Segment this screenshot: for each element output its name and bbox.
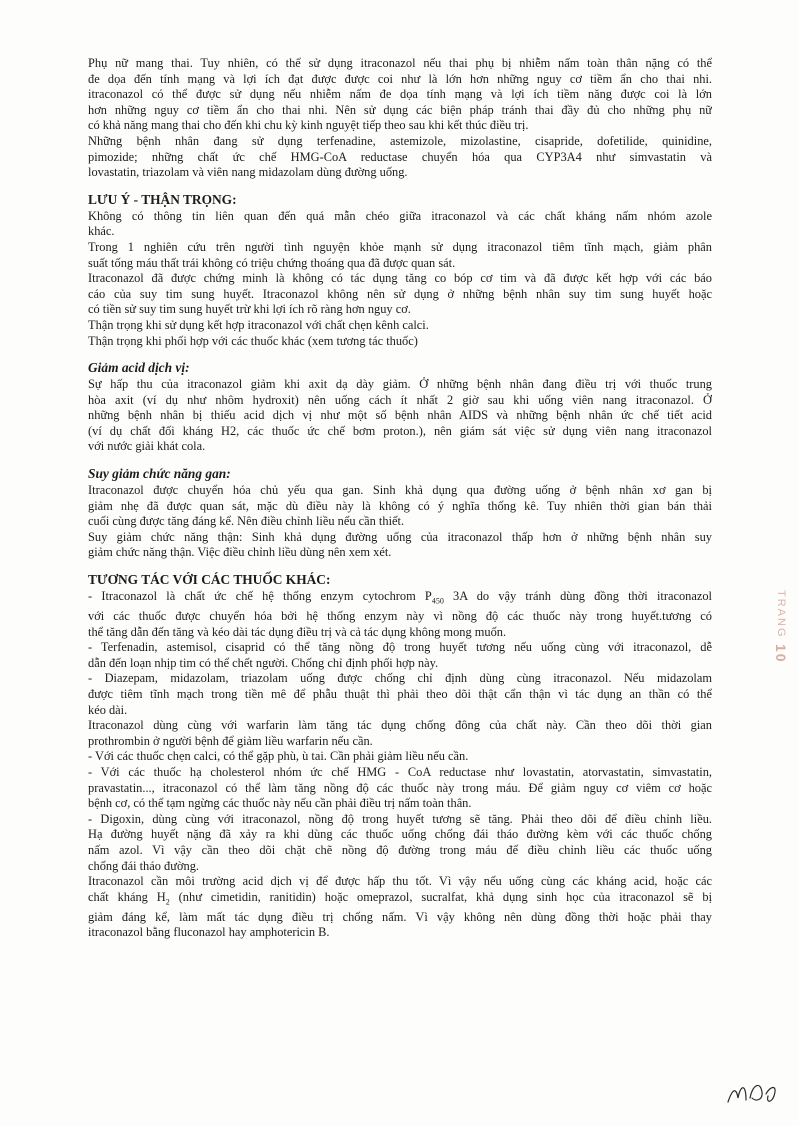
pregnancy-paragraph: [88, 56, 712, 181]
text-line: itraconazol bằng fluconazol hay amphotericin B.: [88, 925, 330, 940]
text-line: itraconazol có thể được sử dụng nếu nhiễm nấm đe dọa tính mạng và lợi ích tiềm năng được coi là lớn: [88, 87, 712, 102]
text-line: Itraconazol dùng cùng với warfarin làm tăng tác dụng chống đông của chất này. Cần theo dõi thời gian: [88, 718, 712, 733]
text-line: Itraconazol được chuyển hóa chủ yếu qua gan. Sinh khả dụng qua đường uống ở bệnh nhân xơ gan bị: [88, 483, 712, 498]
text-line: - Với các thuốc chẹn calci, có thể gặp phù, ù tai. Cần phải giảm liều nếu cần.: [88, 749, 469, 764]
side-stamp: [759, 590, 789, 730]
text-line: suất tống máu thất trái không có triệu chứng thoáng qua đã được quan sát.: [88, 255, 456, 270]
interactions-section: [88, 571, 712, 941]
text-line: Itraconazol cần môi trường acid dịch vị để được hấp thu tốt. Vì vậy nếu uống cùng các kháng acid, hoặc các: [88, 874, 712, 889]
stamp-number: 10: [773, 643, 789, 664]
stamp-text: TRANG: [775, 590, 787, 639]
text-line: [88, 589, 712, 609]
text-line: Trong 1 nghiên cứu trên người tình nguyện khỏe mạnh sử dụng itraconazol tiêm tĩnh mạch, giảm phân: [88, 239, 712, 254]
text-line: cuối cùng được tăng đáng kể. Nên điều chỉnh liều nếu cần thiết.: [88, 514, 405, 529]
text-line: Phụ nữ mang thai. Tuy nhiên, có thể sử dụng itraconazol nếu thai phụ bị nhiễm nấm toàn thân nặng có thể: [88, 56, 712, 70]
text-line: lovastatin, triazolam và viên nang midazolam dùng đường uống.: [88, 165, 408, 180]
hepatic-section: [88, 465, 712, 561]
text-line: có tiền sử suy tim sung huyết trừ khi lợi ích rõ ràng hơn nguy cơ.: [88, 302, 411, 317]
text-line: được tiêm tĩnh mạch trong tiền mê để phẫu thuật thì phải theo dõi thật cẩn thận vì tác dụng an thần có thể: [88, 687, 712, 702]
signature-initials: [722, 1072, 782, 1112]
text-line: kéo dài.: [88, 702, 128, 717]
text-line: nấm azol. Vì vậy cần theo dõi chặt chẽ nồng độ đường trong máu để điều chỉnh liều các thuốc uống: [88, 843, 712, 857]
subscript: 450: [431, 596, 444, 606]
text-line: khác.: [88, 224, 115, 239]
section-heading: Suy giảm chức năng gan:: [88, 466, 231, 482]
text-line: giảm nhẹ đã được quan sát, mặc dù điều này là không có ý nghĩa thống kê. Tuy nhiên thời gian bán thải: [88, 498, 712, 513]
text-line: pimozide; những chất ức chế HMG-CoA reductase chuyển hóa qua CYP3A4 như simvastatin và: [88, 149, 712, 164]
text-line: bệnh cơ, có thể tạm ngừng các thuốc này nếu cần phải điều trị nấm toàn thân.: [88, 796, 472, 811]
precautions-section: [88, 191, 712, 349]
text-line: - Digoxin, dùng cùng với itraconazol, nồng độ trong huyết tương sẽ tăng. Phải theo dõi để điều chỉnh liều.: [88, 811, 712, 826]
text-line: Sự hấp thu của itraconazol giảm khi axit dạ dày giảm. Ở những bệnh nhân đang điều trị với thuốc trung: [88, 377, 712, 392]
section-heading: LƯU Ý - THẬN TRỌNG:: [88, 191, 237, 207]
text-line: giảm đáng kể, làm mất tác dụng điều trị chống nấm. Vì vậy không nên dùng đồng thời hoặc phải thay: [88, 909, 712, 924]
section-heading: TƯƠNG TÁC VỚI CÁC THUỐC KHÁC:: [88, 572, 331, 588]
text-fragment: chất kháng H: [88, 889, 166, 904]
text-line: Không có thông tin liên quan đến quá mẫn chéo giữa itraconazol và các chất kháng nấm nhóm azole: [88, 208, 712, 223]
text-line: đe dọa đến tính mạng và lợi ích đạt được được coi như là lớn hơn những nguy cơ tiềm ẩn cho thai nhi.: [88, 71, 712, 86]
text-line: prothrombin ở người bệnh để giảm liều warfarin nếu cần.: [88, 733, 373, 748]
text-line: Thận trọng khi phối hợp với các thuốc khác (xem tương tác thuốc): [88, 333, 418, 348]
text-fragment: (như cimetidin, ranitidin) hoặc omeprazol, sucralfat, khả dụng sinh học của itraconazol sẽ bị: [169, 889, 712, 904]
text-line: hòa axit (ví dụ như nhôm hydroxit) nên uống cách ít nhất 2 giờ sau khi uống viên nang itraconazol. Ở: [88, 392, 712, 407]
text-line: với các thuốc được chuyển hóa bởi hệ thống enzym này vì nồng độ các thuốc này trong huyết.tương có: [88, 609, 712, 624]
text-line: hơn những nguy cơ tiềm ẩn cho thai nhi. Nên sử dụng các biện pháp tránh thai đầy đủ cho những phụ nữ: [88, 102, 712, 117]
text-line: có khả năng mang thai cho đến khi chu kỳ kinh nguyệt tiếp theo sau khi kết thúc điều trị.: [88, 118, 529, 133]
text-line: Hạ đường huyết nặng đã xảy ra khi dùng các thuốc uống chống đái tháo đường kèm với các thuốc chống: [88, 827, 712, 842]
text-line: Itraconazol đã được chứng minh là không có tác dụng tăng co bóp cơ tim và đã được kết hợp với các báo: [88, 271, 712, 286]
text-line: Những bệnh nhân đang sử dụng terfenadine, astemizole, mizolastine, cisapride, dofetilide, quinidine,: [88, 133, 712, 148]
document-page: [88, 56, 712, 941]
text-line: [88, 890, 712, 910]
text-line: những bệnh nhân bị thiếu acid dịch vị như một số bệnh nhân AIDS và những bệnh nhân ức chế tiết acid: [88, 408, 712, 423]
text-line: - Diazepam, midazolam, triazolam uống được chống chỉ định dùng cùng itraconazol. Nếu midazolam: [88, 671, 712, 686]
text-line: (ví dụ chất đối kháng H2, các thuốc ức chế bơm proton.), nên giám sát việc sử dụng viên nang itraconazol: [88, 423, 712, 438]
text-line: - Với các thuốc hạ cholesterol nhóm ức chế HMG - CoA reductase như lovastatin, atorvastatin, simvastatin,: [88, 765, 712, 780]
text-line: dẫn đến loạn nhịp tim có thể chết người. Chống chỉ định phối hợp này.: [88, 655, 439, 670]
gastric-acid-section: [88, 359, 712, 455]
text-line: thể tăng dẫn đến tăng và kéo dài tác dụng điều trị và cả tác dụng không mong muốn.: [88, 624, 507, 639]
text-line: Thận trọng khi sử dụng kết hợp itraconazol với chất chẹn kênh calci.: [88, 317, 429, 332]
subscript: 2: [165, 897, 170, 907]
text-line: Suy giảm chức năng thận: Sinh khả dụng đường uống của itraconazol thấp hơn ở những bệnh nhân suy: [88, 529, 712, 544]
text-fragment: - Itraconazol là chất ức chế hệ thống enzym cytochrom P: [88, 589, 432, 604]
text-line: pravastatin..., itraconazol có thể làm tăng nồng độ các thuốc này trong máu. Để giảm nguy cơ viêm cơ hoặc: [88, 780, 712, 795]
text-line: cáo của suy tim sung huyết. Itraconazol không nên sử dụng ở những bệnh nhân suy tim sung huyết hoặc: [88, 286, 712, 301]
section-heading: Giảm acid dịch vị:: [88, 360, 190, 376]
text-line: - Terfenadin, astemisol, cisaprid có thể tăng nồng độ trong huyết tương nếu uống cùng với itraconazol, dễ: [88, 640, 712, 655]
text-fragment: 3A do vậy tránh dùng đồng thời itraconazol: [443, 589, 712, 604]
text-line: giảm chức năng thận. Việc điều chỉnh liều dùng nên xem xét.: [88, 545, 392, 560]
text-line: với nước giải khát cola.: [88, 439, 206, 454]
text-line: chống đái tháo đường.: [88, 858, 199, 873]
